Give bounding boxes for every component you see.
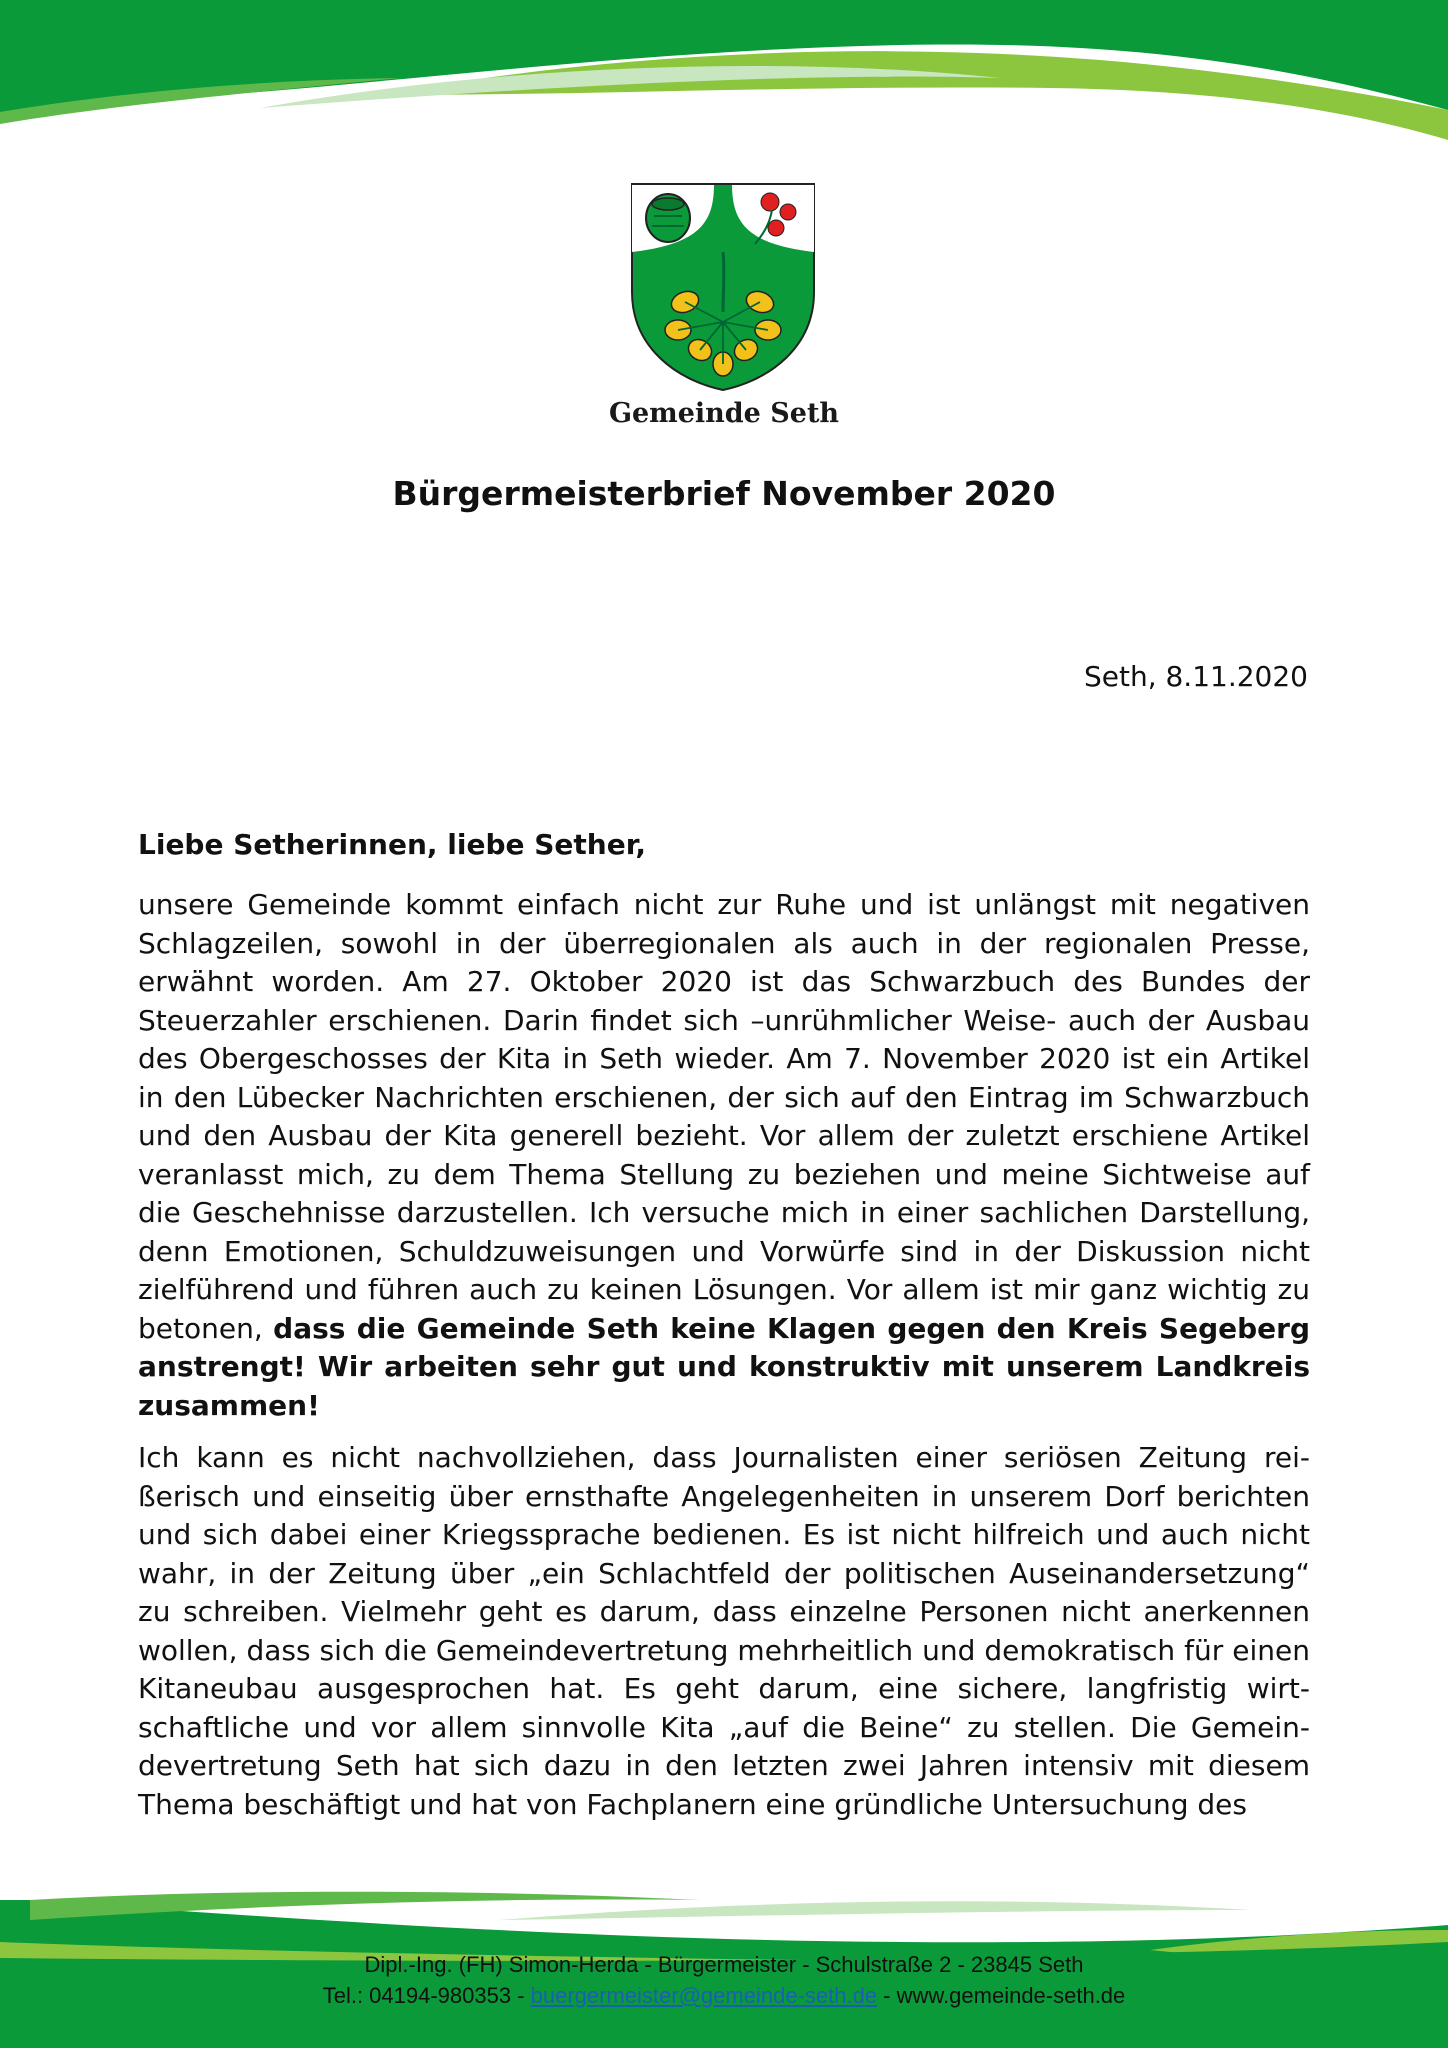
paragraph-1 xyxy=(138,886,1310,1425)
letter-title: Bürgermeisterbrief November 2020 xyxy=(392,474,1056,513)
paragraph-1-emphasis: dass die Gemeinde Seth keine Klagen gegen den Kreis Segeberg anstrengt! Wir arbeiten sehr gut und konstruktiv mit unserem Landkreis zusammen! xyxy=(138,1311,1310,1422)
header-wave-banner xyxy=(0,0,1448,140)
footer-email-link[interactable]: buergermeister@gemeinde-seth.de xyxy=(530,1983,878,2008)
coat-of-arms-icon xyxy=(630,182,816,392)
footer-address: Dipl.-Ing. (FH) Simon-Herda - Bürgermeister - Schulstraße 2 - 23845 Seth xyxy=(364,1952,1084,1977)
letter-body xyxy=(138,886,1310,1838)
paragraph-2: Ich kann es nicht nachvollziehen, dass Journalisten einer seriösen Zeitung reißerisch und einseitig über ernsthafte Angelegenheiten in unserem Dorf berichten und sich dabei einer Kriegssprache bedienen. Es ist nicht hilfreich und auch nicht wahr, in der Zeitung über „ein Schlachtfeld der politischen Auseinandersetzung“ zu schreiben. Vielmehr geht es darum, dass einzelne Personen nicht anerkennen wollen, dass sich die Gemeindevertretung mehrheitlich und demokratisch für einen Kitaneubau ausgesprochen hat. Es geht darum, eine sichere, langfristig wirtschaftliche und vor allem sinnvolle Kita „auf die Beine“ zu stellen. Die Gemeindevertretung Seth hat sich dazu in den letzten zwei Jahren intensiv mit diesem Thema beschäftigt und hat von Fachplanern eine gründliche Untersuchung des xyxy=(138,1441,1310,1821)
municipality-name: Gemeinde Seth xyxy=(608,398,840,429)
salutation: Liebe Setherinnen, liebe Sether, xyxy=(138,828,647,861)
footer-contact xyxy=(0,1983,1448,2009)
paragraph-1-text: unsere Gemeinde kommt einfach nicht zur Ruhe und ist unlängst mit negativen Schlagzeilen, sowohl in der überregionalen als auch in der regionalen Presse, erwähnt worden. Am 27. Oktober 2020 ist das Schwarzbuch des Bundes der Steuerzahler erschienen. Darin findet sich –unrühmlicher Weise- auch der Ausbau des Obergeschosses der Kita in Seth wieder. Am 7. November 2020 ist ein Artikel in den Lübecker Nachrichten erschienen, der sich auf den Eintrag im Schwarzbuch und den Ausbau der Kita generell bezieht. Vor allem der zuletzt erschiene Artikel veranlasst mich, zu dem Thema Stellung zu beziehen und meine Sichtweise auf die Geschehnisse darzustellen. Ich versuche mich in einer sachlichen Darstellung, denn Emotionen, Schuldzuweisungen und Vorwürfe sind in der Diskussion nicht zielführend und führen auch zu keinen Lösungen. Vor allem ist mir ganz wichtig zu betonen, xyxy=(138,888,1310,1345)
place-date: Seth, 8.11.2020 xyxy=(1083,660,1308,693)
footer-website: - www.gemeinde-seth.de xyxy=(877,1983,1126,2008)
footer-phone: Tel.: 04194-980353 - xyxy=(322,1983,531,2008)
